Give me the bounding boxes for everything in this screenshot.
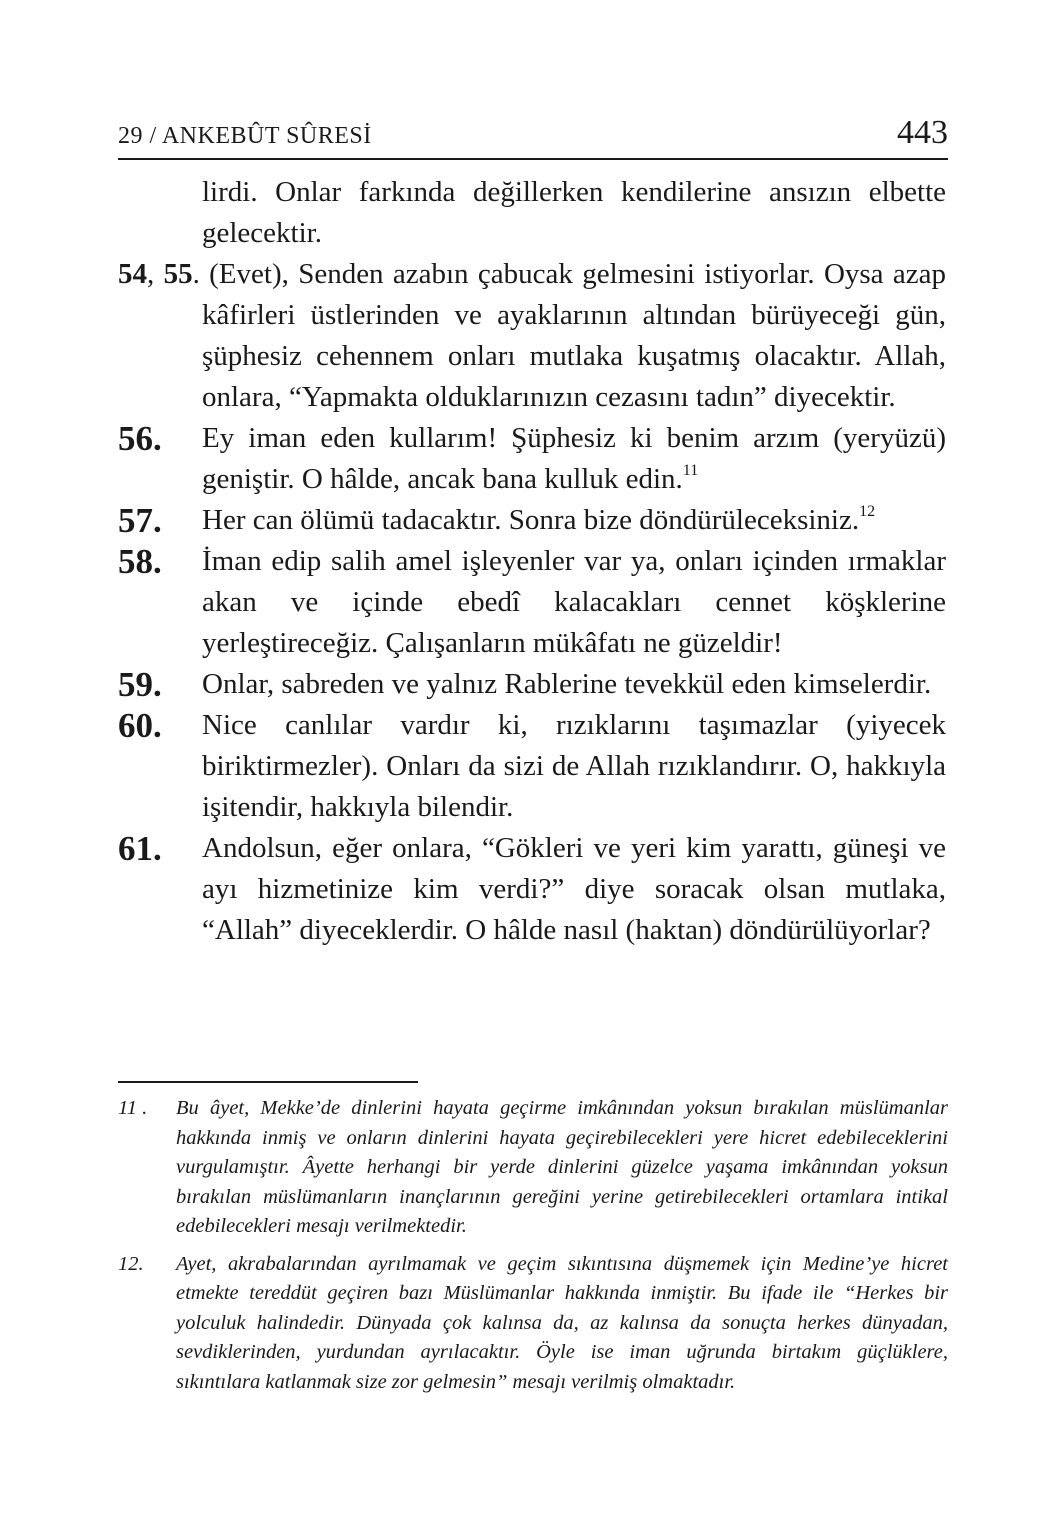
verse-number: 57. xyxy=(118,501,162,540)
verse-57 xyxy=(118,500,946,541)
footnote-text: Ayet, akrabalarından ayrılmamak ve geçim sıkıntısına düşmemek için Medine’ye hicret etmekte tereddüt geçiren bazı Müslümanlar hakkında inmiştir. Bu ifade ile “Herkes bir yolculuk halindedir. Dünyada çok kalınsa da, az kalınsa da sonuçta herkes dünyadan, sevdiklerinden, yurdundan ayrılacaktır. Öyle ise iman uğrunda birtakım güçlüklere, sıkıntılara katlanmak size zor gelmesin” mesajı verilmiş olmaktadır. xyxy=(176,1252,948,1393)
verse-number: 55 xyxy=(163,258,193,290)
verse-number: 61. xyxy=(118,829,162,868)
footnote-divider xyxy=(118,1081,418,1083)
verse-number: 60. xyxy=(118,706,162,745)
verse-text: İman edip salih amel işleyenler var ya, onları içinden ırmaklar akan ve içinde ebedî kalacakları cennet köşklerine yerleştireceğiz. Çalışanların mükâfatı ne güzeldir! xyxy=(202,545,946,659)
footnote-number: 11 . xyxy=(118,1097,148,1119)
footnote-text: Bu âyet, Mekke’de dinlerini hayata geçirme imkânından yoksun bırakılan müslümanlar hakkında inmiş ve onların dinlerini hayata geçirebilecekleri yere hicret edebileceklerini vurgulamıştır. Âyette herhangi bir yerde dinlerini güzelce yaşama imkânından yoksun bırakılan müslümanların inançlarının gereğini yerine getirebilecekleri ortamlara intikal edebilecekleri mesajı verilmektedir. xyxy=(176,1097,948,1237)
verse-text: Andolsun, eğer onlara, “Gökleri ve yeri kim yarattı, güneşi ve ayı hizmetinize kim verdi?” diye soracak olsan mutlaka, “Allah” diyeceklerdir. O hâlde nasıl (haktan) döndürülüyorlar? xyxy=(202,832,946,946)
verse-number: 59. xyxy=(118,665,162,704)
footnote-number: 12. xyxy=(118,1252,144,1275)
verse-number: 58. xyxy=(118,542,162,581)
verse-56 xyxy=(118,418,946,500)
verse-61 xyxy=(118,828,946,951)
footnote-ref[interactable]: 12 xyxy=(859,503,876,520)
verse-text: Onlar, sabreden ve yalnız Rablerine tevekkül eden kimselerdir. xyxy=(202,668,932,700)
verse-continuation xyxy=(118,172,946,254)
verse-60 xyxy=(118,705,946,828)
verse-text: Nice canlılar vardır ki, rızıklarını taşımazlar (yiyecek biriktirmezler). Onları da sizi de Allah rızıklandırır. O, hakkıyla işitendir, hakkıyla bilendir. xyxy=(202,709,946,823)
verse-text: Her can ölümü tadacaktır. Sonra bize döndürüleceksiniz. xyxy=(202,504,860,536)
verse-58 xyxy=(118,541,946,664)
running-head: 29 / ANKEBÛT SÛRESİ xyxy=(118,123,372,149)
verse-number: 56. xyxy=(118,419,162,458)
verse-54-55 xyxy=(118,254,946,418)
footnotes xyxy=(118,1094,948,1405)
verse-number: 54 xyxy=(118,258,147,290)
page-number: 443 xyxy=(897,114,948,151)
verse-text: Ey iman eden kullarım! Şüphesiz ki benim arzım (yeryüzü) geniştir. O hâlde, ancak bana kulluk edin. xyxy=(202,422,946,495)
verse-59 xyxy=(118,664,946,705)
verse-number-separator: , xyxy=(147,258,164,290)
verse-text: . (Evet), Senden azabın çabucak gelmesini istiyorlar. Oysa azap kâfirleri üstlerinden ve ayaklarının altından bürüyeceği gün, şüphesiz cehennem onları mutlaka kuşatmış olacaktır. Allah, onlara, “Yapmakta olduklarınızın cezasını tadın” diyecektir. xyxy=(192,258,946,413)
footnote-12 xyxy=(118,1250,948,1398)
footnote-11 xyxy=(118,1094,948,1242)
footnote-ref[interactable]: 11 xyxy=(682,462,699,479)
page-header xyxy=(118,112,948,160)
verse-body xyxy=(118,172,946,951)
verse-text: lirdi. Onlar farkında değillerken kendilerine ansızın elbette gelecektir. xyxy=(202,176,946,249)
